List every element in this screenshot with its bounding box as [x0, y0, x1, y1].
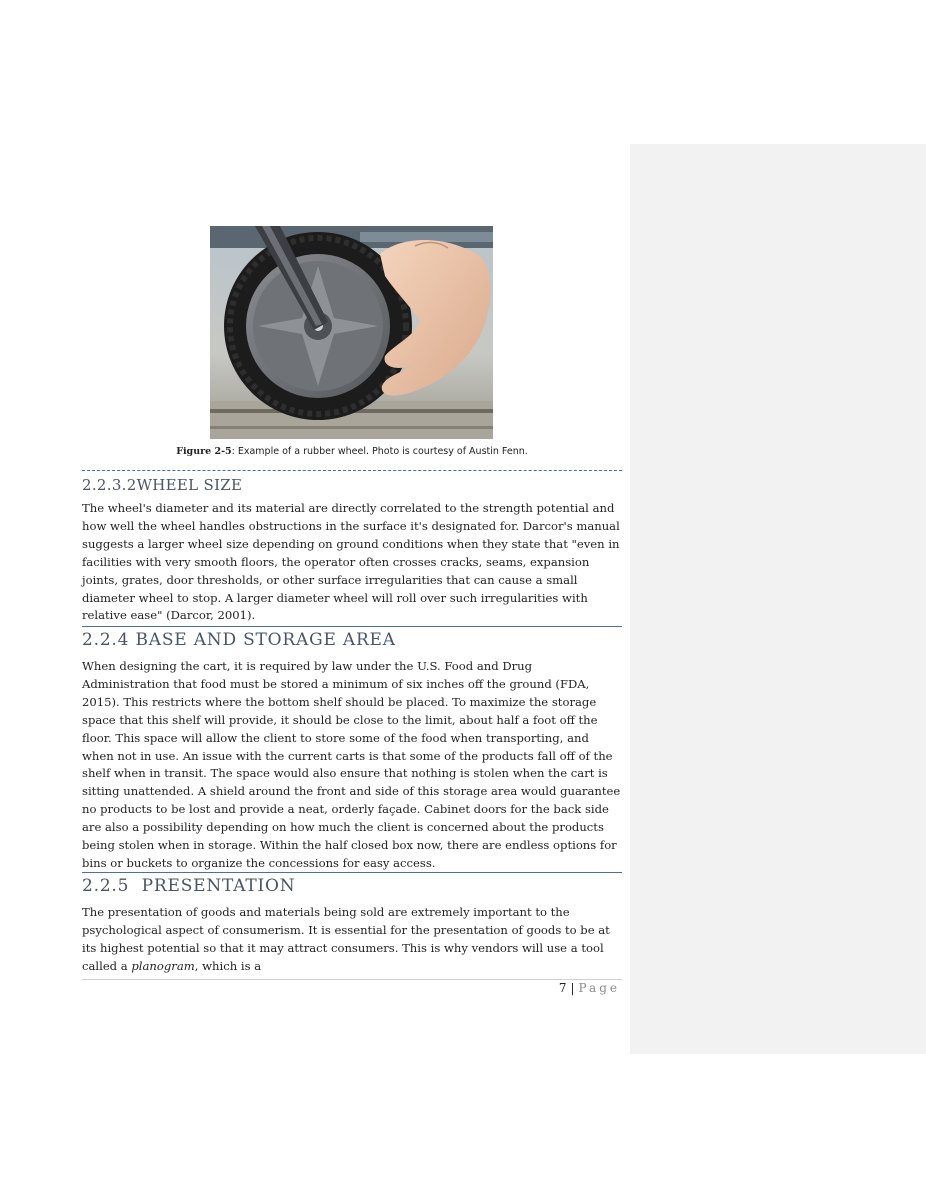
presentation-text-end: , which is a: [194, 958, 262, 973]
heading-rule-dashed: [82, 470, 622, 471]
planogram-term: planogram: [131, 958, 195, 973]
figure-caption-label: Figure 2-5: [176, 446, 232, 457]
figure-caption-text: : Example of a rubber wheel. Photo is courtesy of Austin Fenn.: [231, 446, 528, 457]
wheel-size-paragraph: The wheel's diameter and its material are directly correlated to the strength potential and how well the wheel handles obstructions in the surface it's designated for. Darcor's manual suggests a larger wheel size depending on ground conditions when they state that "even in facilities with very smooth floors, the operator often crosses cracks, seams, expansion joints, grates, door thresholds, or other surface irregularities that can cause a small diameter wheel to stop. A larger diameter wheel will roll over such irregularities with relative ease" (Darcor, 2001).: [82, 501, 620, 623]
page-footer: [559, 981, 620, 995]
heading-rule: [82, 626, 622, 627]
footer-rule: [82, 979, 622, 980]
heading-rule: [82, 872, 622, 873]
page-number: 7: [558, 981, 567, 995]
figure-caption: [82, 446, 622, 457]
rubber-wheel-photo-icon: [210, 226, 493, 439]
wheel-size-heading: 2.2.3.2WHEEL SIZE: [82, 476, 243, 494]
presentation-heading: 2.2.5 PRESENTATION: [82, 876, 296, 896]
comment-margin-pane: [630, 144, 926, 1054]
presentation-text-start: The presentation of goods and materials being sold are extremely important to the psychological aspect of consumerism. It is essential for the presentation of goods to be at its highest potential so that it may attract consumers. This is why vendors will use a tool called a: [82, 905, 610, 973]
page-separator: |: [570, 981, 575, 995]
page-label: Page: [578, 981, 620, 995]
presentation-paragraph: [82, 904, 622, 976]
base-storage-paragraph: When designing the cart, it is required by law under the U.S. Food and Drug Administration that food must be stored a minimum of six inches off the ground (FDA, 2015). This restricts where the bottom shelf should be placed. To maximize the storage space that this shelf will provide, it should be close to the limit, about half a foot off the floor. This space will allow the client to store some of the food when transporting, and when not in use. An issue with the current carts is that some of the products fall off of the shelf when in transit. The space would also ensure that nothing is stolen when the cart is sitting unattended. A shield around the front and side of this storage area would guarantee no products to be lost and provide a neat, orderly façade. Cabinet doors for the back side are also a possibility depending on how much the client is concerned about the products being stolen when in storage. Within the half closed box now, there are endless options for bins or buckets to organize the concessions for easy access.: [82, 659, 621, 870]
rubber-wheel-photo: [210, 226, 493, 439]
base-storage-heading: 2.2.4 BASE AND STORAGE AREA: [82, 630, 396, 650]
